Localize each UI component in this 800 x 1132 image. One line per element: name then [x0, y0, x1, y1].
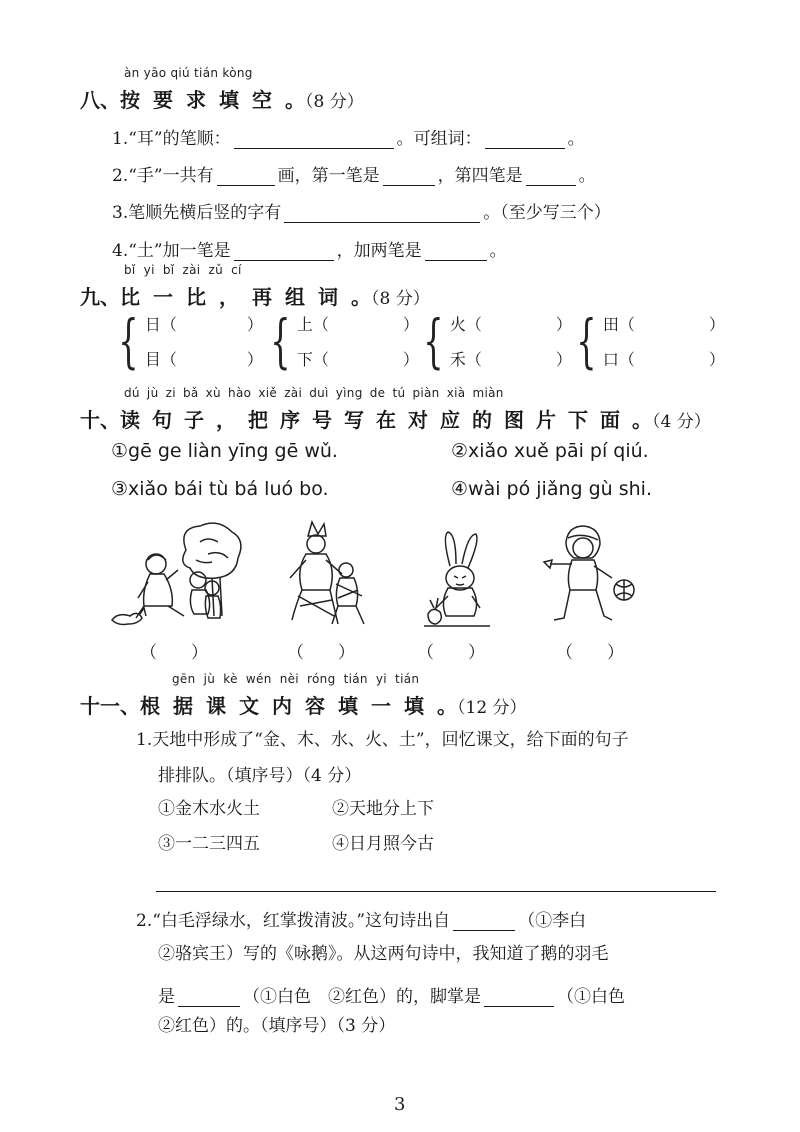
q2-foot-blank[interactable]: [484, 989, 554, 1007]
q2-text-3a: 是: [158, 987, 175, 1007]
compare-close: ）: [555, 350, 572, 369]
compare-char: 上（: [296, 315, 329, 334]
item4-text-a: 4.“土”加一笔是: [112, 241, 231, 261]
section10-pinyin: dú jù zi bǎ xù hào xiě zài duì yìng de tú piàn xià miàn: [124, 386, 504, 400]
section10-title-text: 读句子，把序号写在对应的图片下面: [120, 408, 632, 432]
item2-text-a: 2.“手”一共有: [112, 166, 214, 186]
section11-score: （12 分）: [457, 698, 527, 718]
answer-paren-3[interactable]: （ ）: [417, 643, 485, 663]
compare-char: 禾（: [449, 350, 482, 369]
compare-char: 下（: [296, 350, 329, 369]
brace-icon: {: [423, 307, 444, 375]
section10-score: （4 分）: [652, 412, 711, 432]
answer-paren-1[interactable]: （ ）: [140, 643, 208, 663]
compare-row[interactable]: [297, 312, 419, 335]
compare-close: ）: [402, 350, 419, 369]
section10-title: [80, 404, 711, 433]
section8-item1: [112, 124, 585, 149]
rabbit-pulling-radish-illustration: [420, 530, 500, 630]
option-1: ①金木水火土: [158, 799, 260, 819]
compare-row[interactable]: [450, 347, 572, 370]
item2-first-stroke-blank[interactable]: [383, 168, 435, 186]
section8-period: 。: [285, 88, 305, 112]
q2-line1: [136, 906, 586, 931]
grandma-storytelling-illustration: [108, 520, 248, 630]
compare-close: ）: [555, 315, 572, 334]
compare-group-3: [415, 307, 572, 375]
section9-title: [80, 281, 430, 310]
compare-char: 口（: [602, 350, 635, 369]
compare-group-2: [262, 307, 419, 375]
section10-number: 十、: [80, 408, 120, 432]
section8-pinyin: àn yāo qiú tián kòng: [124, 66, 253, 80]
q2-text-1b: （①李白: [518, 911, 587, 931]
section9-pinyin: bǐ yi bǐ zài zǔ cí: [124, 263, 242, 277]
item4-one-stroke-blank[interactable]: [234, 243, 334, 261]
section8-title-text: 按要求填空: [120, 88, 285, 112]
compare-close: ）: [246, 315, 263, 334]
compare-char: 日（: [144, 315, 177, 334]
section9-score: （8 分）: [371, 289, 430, 309]
item1-stroke-order-blank[interactable]: [234, 131, 394, 149]
compare-char: 目（: [144, 350, 177, 369]
q2-feather-blank[interactable]: [178, 989, 240, 1007]
q2-text-3b: （①白色 ②红色）的，脚掌是: [243, 987, 481, 1007]
item1-text-c: 。: [567, 129, 585, 149]
item2-text-c: ，第四笔是: [437, 166, 523, 186]
sentence-1: ①gē ge liàn yīng gē wǔ.: [111, 440, 338, 462]
compare-close: ）: [708, 350, 725, 369]
item3-text-a: 3.笔顺先横后竖的字有: [112, 203, 282, 223]
item4-text-b: ，加两笔是: [336, 241, 422, 261]
sentence-3: ③xiǎo bái tù bá luó bo.: [111, 478, 329, 500]
compare-row[interactable]: [450, 312, 572, 335]
compare-row[interactable]: [603, 312, 725, 335]
compare-close: ）: [708, 315, 725, 334]
section8-item3: [112, 198, 611, 223]
item2-strokes-blank[interactable]: [217, 168, 275, 186]
item1-word-blank[interactable]: [485, 131, 565, 149]
q2-line4: ②红色）的。（填序号）（3 分）: [158, 1016, 396, 1036]
item3-chars-blank[interactable]: [284, 205, 480, 223]
section11-title-text: 根据课文内容填一填: [140, 694, 437, 718]
section8-title: [80, 84, 364, 113]
option-3: ③一二三四五: [158, 834, 260, 854]
section8-item4: [112, 236, 507, 261]
section8-score: （8 分）: [305, 92, 364, 112]
brace-icon: {: [118, 307, 139, 375]
compare-close: ）: [402, 315, 419, 334]
brace-icon: {: [576, 307, 597, 375]
compare-close: ）: [246, 350, 263, 369]
item2-fourth-stroke-blank[interactable]: [526, 168, 576, 186]
item4-text-c: 。: [489, 241, 507, 261]
compare-char: 火（: [449, 315, 482, 334]
brace-icon: {: [270, 307, 291, 375]
option-2: ②天地分上下: [332, 799, 434, 819]
section8-number: 八、: [80, 88, 120, 112]
section11-pinyin: gēn jù kè wén nèi róng tián yi tián: [172, 672, 420, 686]
section9-title-text: 比一比，再组词: [120, 285, 351, 309]
compare-group-4: [568, 307, 725, 375]
q1-line2: 排排队。（填序号）（4 分）: [158, 766, 362, 786]
q1-line1: 1.天地中形成了“金、木、水、火、土”，回忆课文，给下面的句子: [136, 730, 629, 750]
item1-text-a: 1.“耳”的笔顺：: [112, 129, 231, 149]
q2-line2: ②骆宾王）写的《咏鹅》。从这两句诗中，我知道了鹅的羽毛: [158, 944, 609, 964]
girl-bouncing-ball-illustration: [540, 520, 660, 630]
compare-row[interactable]: [297, 347, 419, 370]
section11-title: [80, 690, 527, 719]
brother-dancing-illustration: [278, 520, 378, 630]
compare-row[interactable]: [145, 347, 263, 370]
item4-two-stroke-blank[interactable]: [425, 243, 487, 261]
section8-item2: [112, 161, 596, 186]
item1-text-b: 。可组词：: [396, 129, 482, 149]
compare-group-1: [110, 307, 263, 375]
compare-char: 田（: [602, 315, 635, 334]
q2-line3: [158, 982, 625, 1007]
sentence-4: ④wài pó jiǎng gù shi.: [451, 478, 653, 500]
compare-row[interactable]: [145, 312, 263, 335]
q2-poet-blank[interactable]: [453, 913, 515, 931]
section11-period: 。: [437, 694, 457, 718]
answer-paren-2[interactable]: （ ）: [287, 643, 355, 663]
sentence-2: ②xiǎo xuě pāi pí qiú.: [451, 440, 649, 462]
page-number: 3: [394, 1094, 406, 1115]
section10-period: 。: [632, 408, 652, 432]
q2-text-1a: 2.“白毛浮绿水，红掌拨清波。”这句诗出自: [136, 911, 451, 931]
item2-text-b: 画，第一笔是: [277, 166, 380, 186]
section11-number: 十一、: [80, 694, 140, 718]
item3-text-b: 。（至少写三个）: [483, 203, 611, 223]
q2-text-3c: （①白色: [557, 987, 625, 1007]
option-4: ④日月照今古: [332, 834, 434, 854]
answer-paren-4[interactable]: （ ）: [556, 643, 624, 663]
item2-text-d: 。: [578, 166, 596, 186]
compare-row[interactable]: [603, 347, 725, 370]
section9-number: 九、: [80, 285, 120, 309]
section9-period: 。: [351, 285, 371, 309]
q1-answer-line[interactable]: [156, 891, 716, 892]
